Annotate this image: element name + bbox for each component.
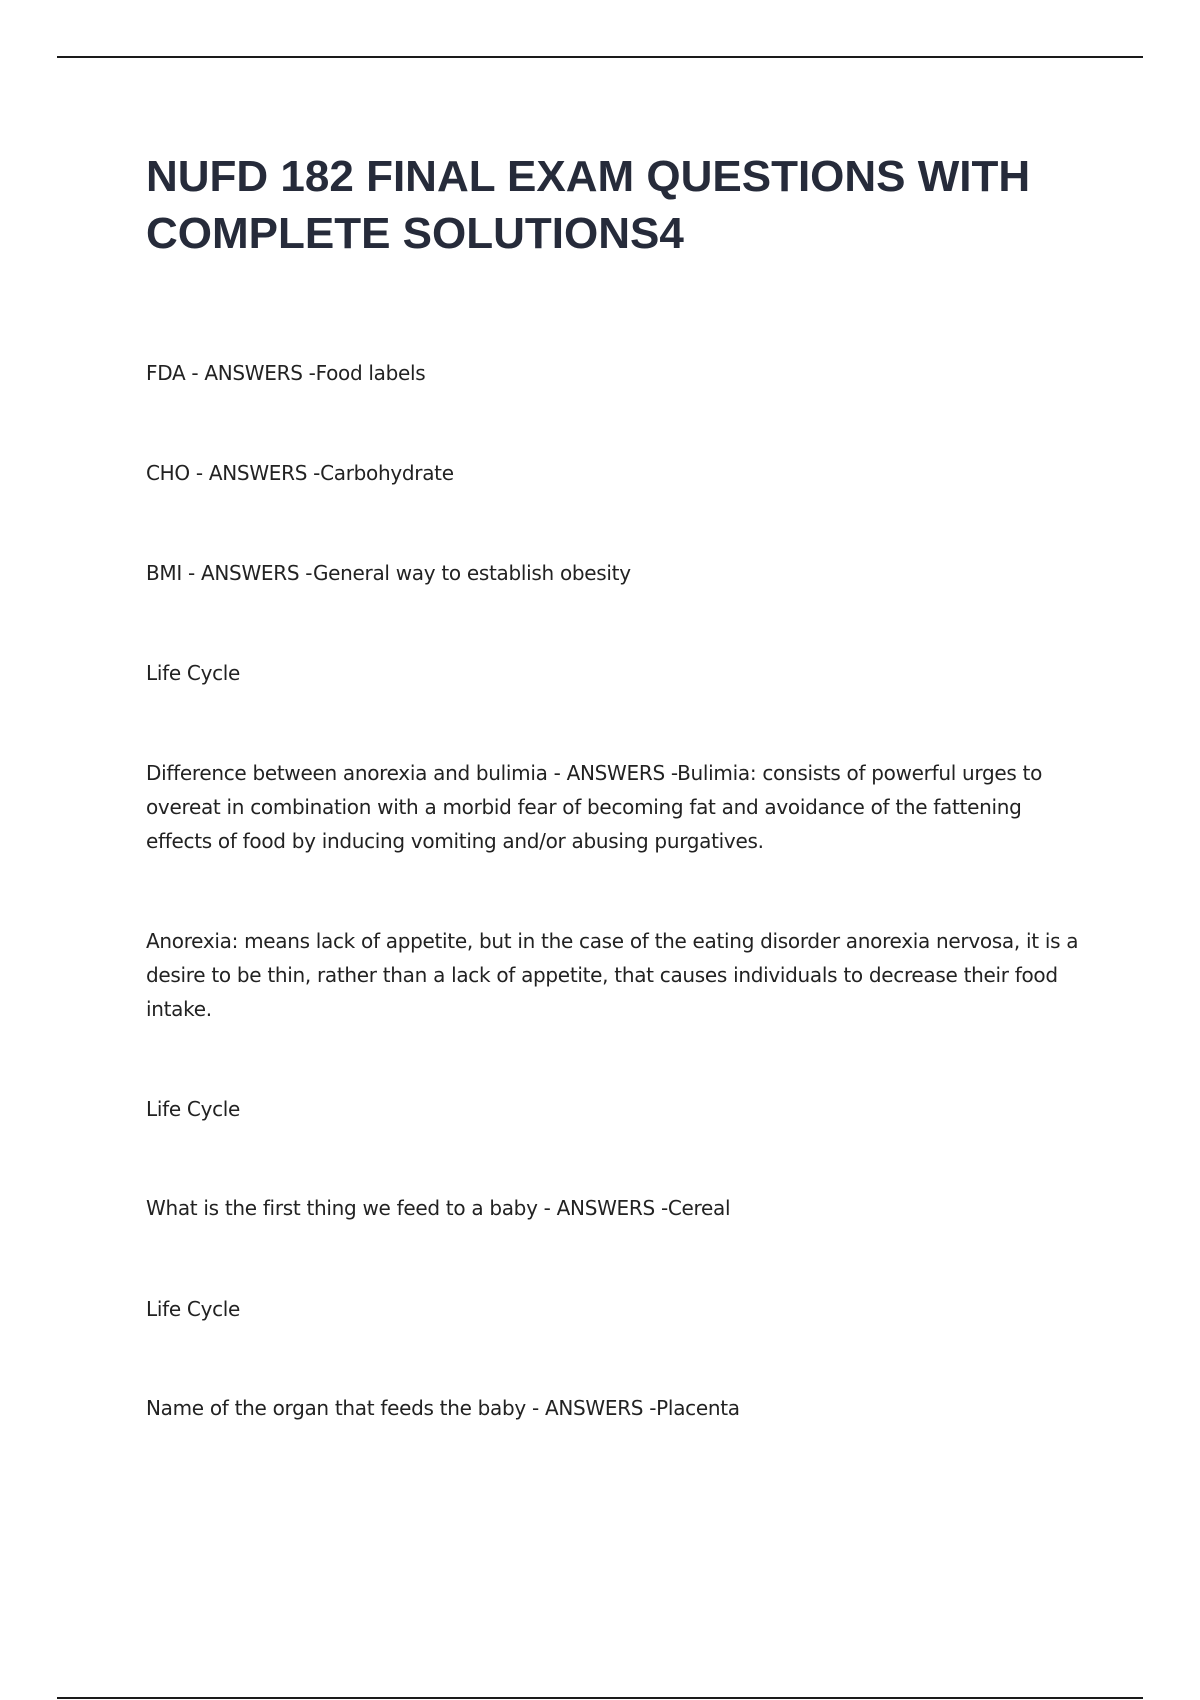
answer-anorexia-bulimia: Difference between anorexia and bulimia - ANSWERS -Bulimia: consists of powerful urges to overeat in combination with a morbid fear of becoming fat and avoidance of the fattening effects of food by inducing vomiting and/or abusing purgatives.: [146, 761, 1043, 853]
section-label-life-cycle: Life Cycle: [146, 1097, 241, 1121]
bottom-rule: [57, 1697, 1143, 1699]
answer-cho: CHO - ANSWERS -Carbohydrate: [146, 461, 454, 485]
answer-fda: FDA - ANSWERS -Food labels: [146, 361, 426, 385]
section-label-life-cycle: Life Cycle: [146, 1297, 241, 1321]
section-label-life-cycle: Life Cycle: [146, 661, 241, 685]
answer-bmi: BMI - ANSWERS -General way to establish obesity: [146, 561, 631, 585]
top-rule: [57, 56, 1143, 58]
answer-placenta: Name of the organ that feeds the baby - ANSWERS -Placenta: [146, 1396, 740, 1420]
answer-anorexia: Anorexia: means lack of appetite, but in the case of the eating disorder anorexia nervosa, it is a desire to be thin, rather than a lack of appetite, that causes individuals to decrease their food intake.: [146, 929, 1079, 1021]
document-title: NUFD 182 FINAL EXAM QUESTIONS WITH COMPLETE SOLUTIONS4: [146, 152, 1031, 258]
answer-first-food: What is the first thing we feed to a baby - ANSWERS -Cereal: [146, 1196, 731, 1220]
